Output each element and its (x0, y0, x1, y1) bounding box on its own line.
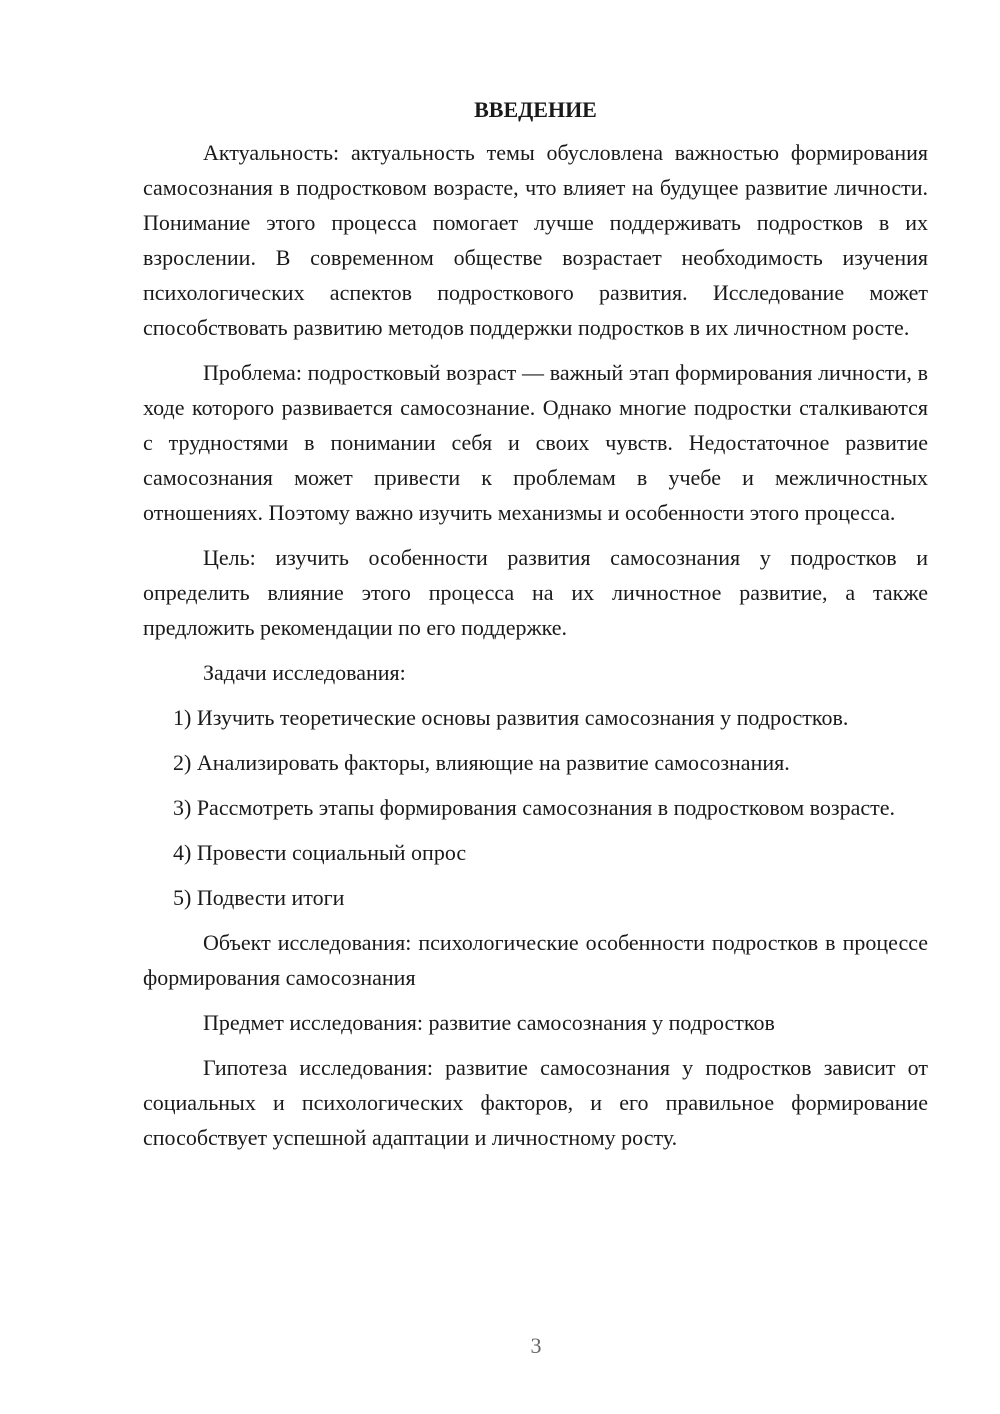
goal-paragraph: Цель: изучить особенности развития самосознания у подростков и определить влияние этого процесса на их личностное развитие, а также предложить рекомендации по его поддержке. (143, 545, 928, 640)
task-item-1: 1) Изучить теоретические основы развития самосознания у подростков. (173, 705, 849, 730)
task-item-5: 5) Подвести итоги (173, 885, 345, 910)
problem-paragraph: Проблема: подростковый возраст — важный этап формирования личности, в ходе которого развивается самосознание. Однако многие подростки сталкиваются с трудностями в понимании себя и своих чувств. Недостаточное развитие самосознания может привести к проблемам в учебе и межличностных отношениях. Поэтому важно изучить механизмы и особенности этого процесса. (143, 360, 928, 525)
section-title: ВВЕДЕНИЕ (474, 97, 597, 122)
page-number: 3 (530, 1333, 542, 1358)
tasks-heading: Задачи исследования: (203, 660, 406, 685)
object-paragraph: Объект исследования: психологические особенности подростков в процессе формирования самосознания (143, 930, 928, 990)
task-item-3: 3) Рассмотреть этапы формирования самосознания в подростковом возрасте. (173, 795, 896, 820)
task-item-4: 4) Провести социальный опрос (173, 840, 467, 865)
task-item-2: 2) Анализировать факторы, влияющие на развитие самосознания. (173, 750, 790, 775)
hypothesis-paragraph: Гипотеза исследования: развитие самосознания у подростков зависит от социальных и психологических факторов, и его правильное формирование способствует успешной адаптации и личностному росту. (143, 1055, 928, 1150)
relevance-paragraph: Актуальность: актуальность темы обусловлена важностью формирования самосознания в подростковом возрасте, что влияет на будущее развитие личности. Понимание этого процесса помогает лучше поддерживать подростков в их взрослении. В современном обществе возрастает необходимость изучения психологических аспектов подросткового развития. Исследование может способствовать развитию методов поддержки подростков в их личностном росте. (143, 140, 928, 340)
subject-paragraph: Предмет исследования: развитие самосознания у подростков (203, 1010, 775, 1035)
page-content (143, 92, 928, 1165)
